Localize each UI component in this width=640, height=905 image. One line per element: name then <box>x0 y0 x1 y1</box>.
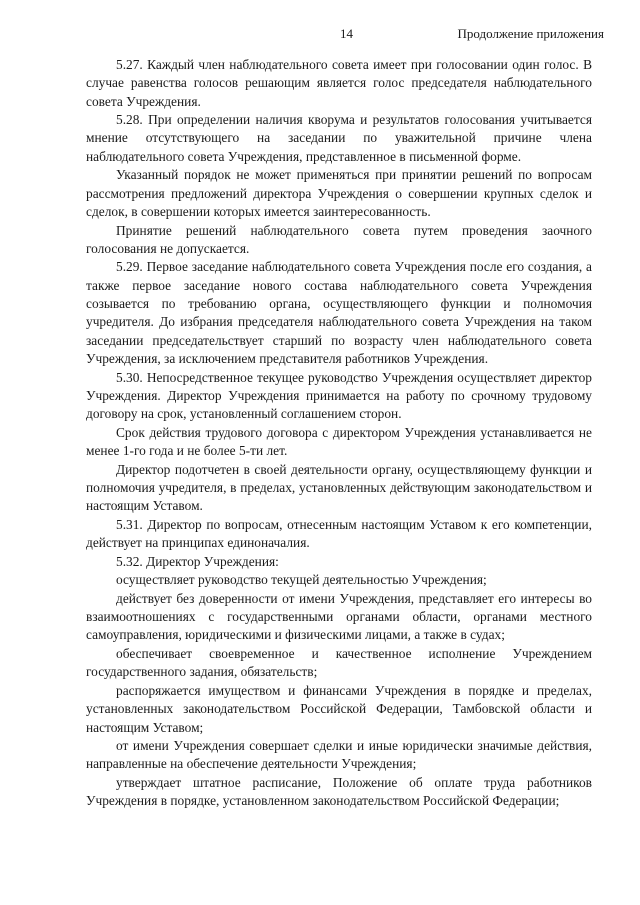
continuation-note: Продолжение приложения <box>457 26 604 41</box>
duty-item: от имени Учреждения совершает сделки и иные юридически значимые действия, направленные на обеспечение деятельности Учреждения; <box>86 738 592 772</box>
paragraph-5-32: 5.32. Директор Учреждения: <box>116 553 279 569</box>
paragraph-5-27: 5.27. Каждый член наблюдательного совета имеет при голосовании один голос. В случае равенства голосов решающим является голос председателя наблюдательного совета Учреждения. <box>86 57 592 109</box>
page-number: 14 <box>340 26 353 41</box>
paragraph-no-absentee-vote: Принятие решений наблюдательного совета путем проведения заочного голосования не допускается. <box>86 222 592 256</box>
duty-item: обеспечивает своевременное и качественное исполнение Учреждением государственного задания, обязательств; <box>86 646 592 680</box>
duty-item: действует без доверенности от имени Учреждения, представляет его интересы во взаимоотношениях с государственными органами области, органами местного самоуправления, юридическими и физическими лицами, а также в судах; <box>86 590 592 643</box>
duty-item: осуществляет руководство текущей деятельностью Учреждения; <box>116 572 487 588</box>
document-body <box>86 56 592 811</box>
paragraph-5-28: 5.28. При определении наличия кворума и результатов голосования учитывается мнение отсутствующего на заседании по уважительной причине члена наблюдательного совета Учреждения, представленное в письменной форме. <box>86 112 592 164</box>
paragraph-5-31: 5.31. Директор по вопросам, отнесенным настоящим Уставом к его компетенции, действует на принципах единоначалия. <box>86 516 592 551</box>
paragraph-director-accountable: Директор подотчетен в своей деятельности органу, осуществляющему функции и полномочия учредителя, в пределах, установленных действующим законодательством и настоящим Уставом. <box>86 461 592 514</box>
paragraph-order-restriction: Указанный порядок не может применяться при принятии решений по вопросам рассмотрения предложений директора Учреждения о совершении крупных сделок и сделок, в совершении которых имеется заинтересованность. <box>86 167 592 219</box>
paragraph-5-30: 5.30. Непосредственное текущее руководство Учреждения осуществляет директор Учреждения. Директор Учреждения принимается на работу по срочному трудовому договору на срок, установленный соглашением сторон. <box>86 369 592 422</box>
paragraph-5-29: 5.29. Первое заседание наблюдательного совета Учреждения после его создания, а также первое заседание нового состава наблюдательного совета Учреждения созывается по требованию органа, осуществляющего функции и полномочия учредителя. До избрания председателя наблюдательного совета Учреждения на таком заседании председательствует старший по возрасту член наблюдательного совета Учреждения, за исключением представителя работников Учреждения. <box>86 259 592 366</box>
duty-item: распоряжается имуществом и финансами Учреждения в порядке и пределах, установленных законодательством Российской Федерации, Тамбовской области и настоящим Уставом; <box>86 682 592 735</box>
page-header <box>0 26 640 42</box>
duty-item: утверждает штатное расписание, Положение об оплате труда работников Учреждения в порядке, установленном законодательством Российской Федерации; <box>86 775 592 809</box>
paragraph-contract-term: Срок действия трудового договора с директором Учреждения устанавливается не менее 1-го года и не более 5-ти лет. <box>86 424 592 459</box>
